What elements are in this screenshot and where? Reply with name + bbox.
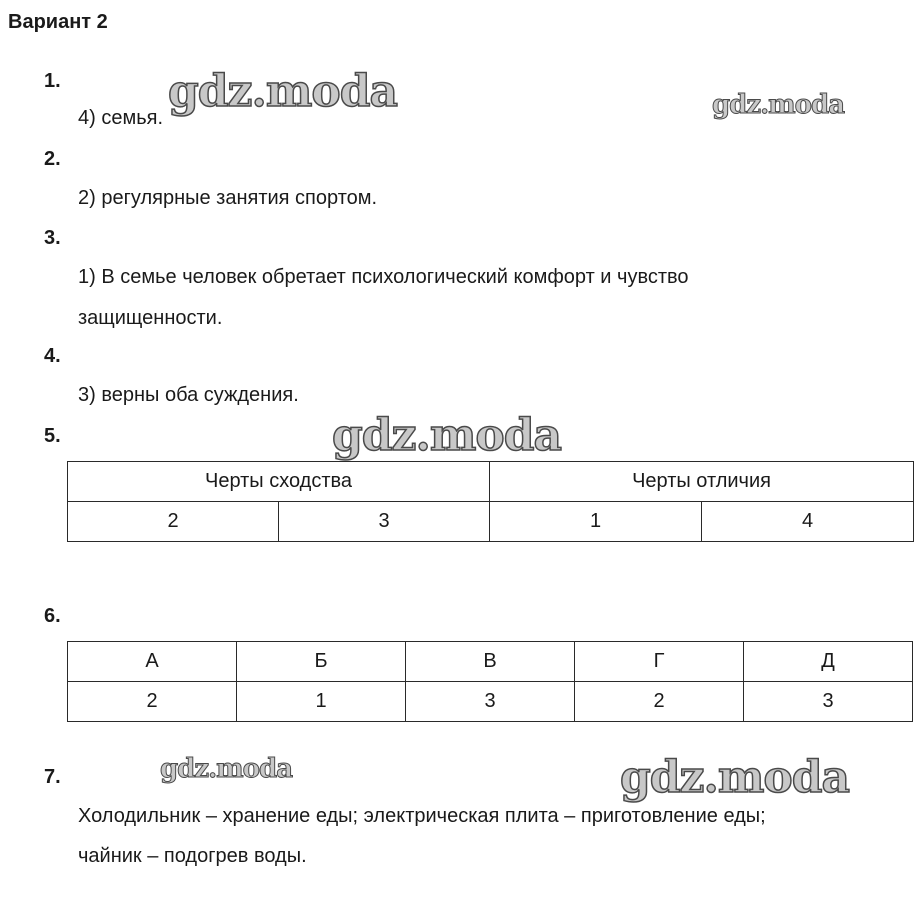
answer-1: 4) семья.: [78, 107, 164, 129]
answer-4: 3) верны оба суждения.: [78, 384, 299, 406]
answer-3-line-1: 1) В семье человек обретает психологический комфорт и чувство: [78, 266, 689, 288]
table-cell: 3: [279, 502, 490, 542]
question-number-7: 7.: [44, 766, 61, 788]
table-cell: 2: [68, 502, 279, 542]
table-cell: 1: [490, 502, 702, 542]
table-cell: 4: [702, 502, 914, 542]
question-number-5: 5.: [44, 425, 61, 447]
header-cell: Г: [575, 642, 744, 682]
header-cell: В: [406, 642, 575, 682]
answer-7-text-1: Холодильник – хранение еды; электрическая плита – приготовление еды;: [78, 805, 766, 827]
answer-7-line-2: чайник – подогрев воды.: [78, 845, 307, 867]
header-similarities: Черты сходства: [68, 462, 490, 502]
question-number-2: 2.: [44, 148, 61, 170]
table-matching: [67, 641, 913, 722]
page-title: Вариант 2: [8, 11, 108, 33]
table-similarities-differences: [67, 461, 914, 542]
watermark-logo: gdz.moda: [168, 66, 398, 117]
header-cell: А: [68, 642, 237, 682]
header-differences: Черты отличия: [490, 462, 914, 502]
header-cell: Д: [744, 642, 913, 682]
table-row: [68, 682, 913, 722]
question-number-3: 3.: [44, 227, 61, 249]
table-cell: 3: [406, 682, 575, 722]
answer-2: 2) регулярные занятия спортом.: [78, 187, 378, 209]
watermark-logo: gdz.moda: [620, 752, 850, 803]
table-cell: 2: [575, 682, 744, 722]
watermark-logo: gdz.moda: [332, 410, 562, 461]
table-cell: 3: [744, 682, 913, 722]
table-cell: 2: [68, 682, 237, 722]
question-number-1: 1.: [44, 70, 61, 92]
watermark-logo: gdz.moda: [160, 754, 293, 784]
watermark-logo: gdz.moda: [712, 90, 845, 120]
table-cell: 1: [237, 682, 406, 722]
question-number-4: 4.: [44, 345, 61, 367]
table-row: [68, 502, 914, 542]
table-header-row: [68, 462, 914, 502]
question-number-6: 6.: [44, 605, 61, 627]
table-header-row: [68, 642, 913, 682]
answer-3-line-2: защищенности.: [78, 307, 223, 329]
header-cell: Б: [237, 642, 406, 682]
